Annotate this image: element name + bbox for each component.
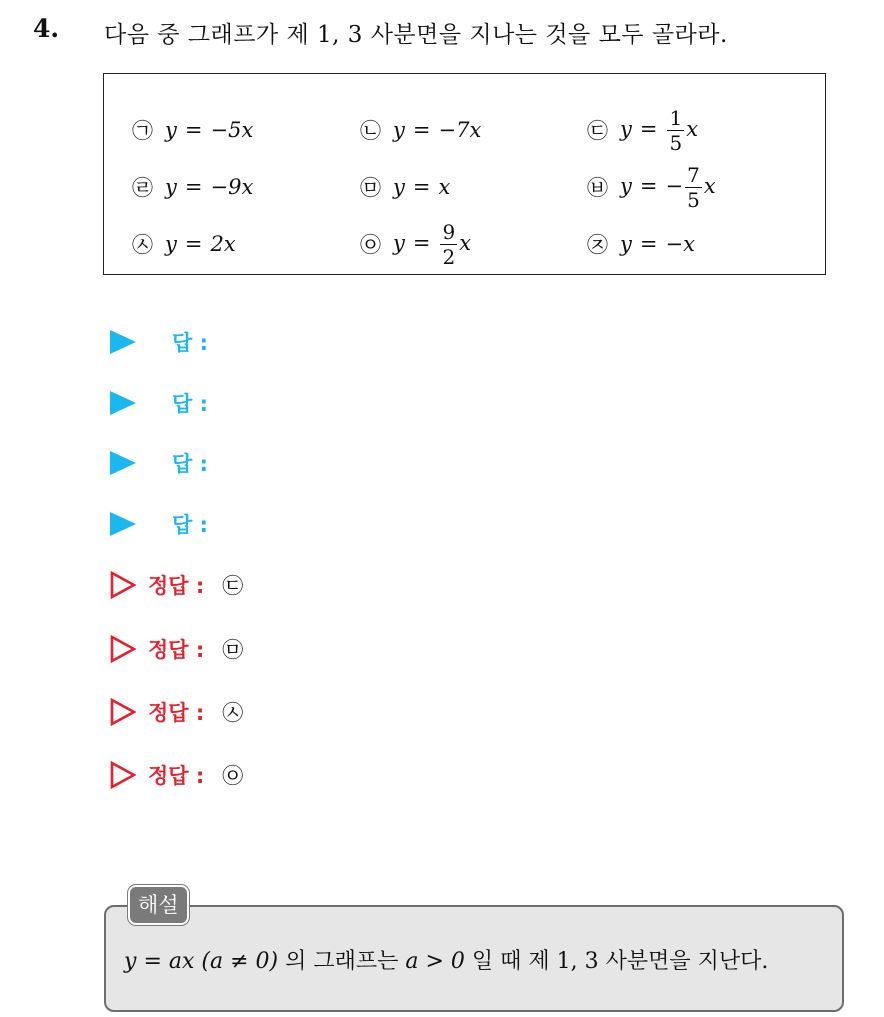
correct-value: ㉤: [222, 638, 244, 662]
correct-value: ㉢: [222, 574, 244, 598]
choice-9: ㉨ y = −x: [587, 224, 695, 264]
choice-8: ㉧ y = $\frac{9}{2}$ x: [360, 219, 472, 269]
choice-mark: ㉠: [132, 119, 153, 143]
answer-blank-2: [110, 386, 208, 420]
choice-mark: ㉡: [360, 119, 381, 143]
choice-1: ㉠ y = −5x: [132, 110, 253, 150]
question-number: 4.: [33, 14, 60, 43]
outline-arrow-icon: [110, 698, 136, 726]
correct-label: 정답 :: [148, 701, 205, 725]
play-arrow-icon: [110, 512, 136, 536]
explanation-tag: 해설: [128, 885, 189, 925]
correct-answer-3: [110, 695, 243, 729]
choice-mark: ㉨: [587, 233, 608, 257]
choice-6: ㉥ y = − $\frac{7}{5}$ x: [587, 162, 716, 212]
fraction: $\frac{7}{5}$: [687, 162, 700, 212]
choice-mark: ㉥: [587, 176, 608, 200]
fraction: $\frac{1}{5}$: [669, 105, 683, 155]
play-arrow-icon: [110, 330, 136, 354]
explanation-text: y = ax (a ≠ 0) 의 그래프는 a > 0 일 때 제 1, 3 사분면을 지난다.: [124, 949, 769, 974]
correct-label: 정답 :: [148, 638, 205, 662]
choice-4: ㉣ y = −9x: [132, 167, 253, 207]
question-text: 다음 중 그래프가 제 1, 3 사분면을 지나는 것을 모두 골라라.: [104, 22, 728, 48]
choice-mark: ㉤: [360, 176, 381, 200]
choice-mark: ㉢: [587, 119, 608, 143]
answer-label: 답 :: [172, 392, 208, 416]
choice-3: ㉢ y = $\frac{1}{5}$ x: [587, 105, 699, 155]
correct-answer-2: [110, 632, 243, 666]
play-arrow-icon: [110, 391, 136, 415]
play-arrow-icon: [110, 451, 136, 475]
choice-mark: ㉧: [360, 233, 381, 257]
correct-value: ㉧: [222, 764, 244, 788]
outline-arrow-icon: [110, 635, 136, 663]
fraction: $\frac{9}{2}$: [442, 219, 456, 269]
outline-arrow-icon: [110, 761, 136, 789]
choice-mark: ㉣: [132, 176, 153, 200]
choice-2: ㉡ y = −7x: [360, 110, 481, 150]
answer-label: 답 :: [172, 331, 208, 355]
correct-answer-4: [110, 758, 243, 792]
choice-5: ㉤ y = x: [360, 167, 450, 207]
correct-label: 정답 :: [148, 764, 205, 788]
answer-blank-1: [110, 325, 208, 359]
correct-label: 정답 :: [148, 574, 205, 598]
choice-7: ㉦ y = 2x: [132, 224, 236, 264]
outline-arrow-icon: [110, 571, 136, 599]
correct-value: ㉦: [222, 701, 244, 725]
choices-box: [103, 73, 826, 275]
answer-blank-3: [110, 446, 208, 480]
correct-answer-1: [110, 568, 243, 602]
choice-mark: ㉦: [132, 233, 153, 257]
answer-blank-4: [110, 507, 208, 541]
answer-label: 답 :: [172, 513, 208, 537]
answer-label: 답 :: [172, 452, 208, 476]
